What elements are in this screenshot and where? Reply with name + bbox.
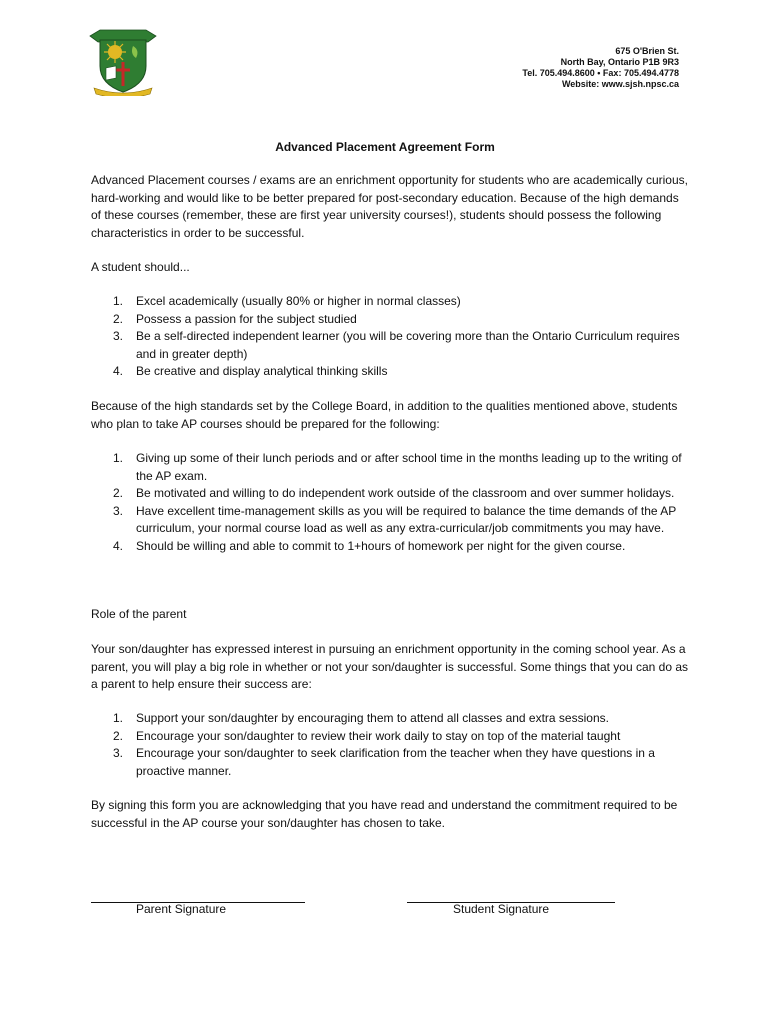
intro-section <box>91 172 691 242</box>
parent-signature-label: Parent Signature <box>136 902 227 916</box>
parent-list <box>91 710 691 780</box>
student-section <box>91 259 691 277</box>
form-title: Advanced Placement Agreement Form <box>275 140 495 154</box>
crest-book <box>106 66 116 80</box>
list-item: 1. Support your son/daughter by encouraging them to attend all classes and extra sessions. <box>113 711 609 725</box>
list-item: 1. Giving up some of their lunch periods and or after school time in the months leading up to the writing of the AP exam. <box>113 451 682 483</box>
address-phone-fax: Tel. 705.494.8600 • Fax: 705.494.4778 <box>522 68 679 78</box>
crest-ray <box>104 41 126 63</box>
parent-heading: Role of the parent <box>91 607 187 621</box>
list-item: 4. Should be willing and able to commit to 1+hours of homework per night for the given course. <box>113 538 626 553</box>
intro-paragraph: Advanced Placement courses / exams are an enrichment opportunity for students who are academically curious, hard-working and would like to be better prepared for post-secondary education. Because of the high demands of these courses (remember, these are first year university courses!), students should possess the following characteristics in order to be successful. <box>91 173 688 240</box>
list-item: 3. Be a self-directed independent learner (you will be covering more than the Ontario Curriculum requires and in greater depth) <box>113 329 680 361</box>
list-item: 4. Be creative and display analytical thinking skills <box>113 364 388 378</box>
parent-paragraph: Your son/daughter has expressed interest in pursuing an enrichment opportunity in the coming school year. As a parent, you will play a big role in whether or not your son/daughter is successful. Some things that you can do as a parent to help ensure their success are: <box>91 642 688 691</box>
student-signature-label: Student Signature <box>453 902 550 916</box>
school-crest-icon <box>88 28 158 96</box>
list-item: 2. Possess a passion for the subject studied <box>113 311 357 326</box>
standards-paragraph: Because of the high standards set by the College Board, in addition to the qualities mentioned above, students who plan to take AP courses should be prepared for the following: <box>91 399 678 431</box>
closing-section <box>91 797 691 832</box>
standards-section <box>91 398 691 433</box>
list-item: 3. Have excellent time-management skills as you will be required to balance the time demands of the AP curriculum, your normal course load as well as any extra-curricular/job commitments you may have. <box>113 503 677 535</box>
list-item: 1. Excel academically (usually 80% or higher in normal classes) <box>113 294 461 308</box>
parent-section <box>91 606 691 624</box>
parent-intro-section <box>91 641 691 694</box>
address-street: 675 O'Brien St. <box>615 46 679 56</box>
parent-list-section <box>91 710 691 780</box>
closing-paragraph: By signing this form you are acknowledging that you have read and understand the commitment required to be successful in the AP course your son/daughter has chosen to take. <box>91 798 678 830</box>
address-website: Website: www.sjsh.npsc.ca <box>561 79 679 89</box>
list-item: 2. Encourage your son/daughter to review their work daily to stay on top of the material taught <box>113 728 621 743</box>
school-address <box>522 46 679 90</box>
address-city: North Bay, Ontario P1B 9R3 <box>560 57 679 67</box>
standards-list-section <box>91 450 691 555</box>
list-item: 3. Encourage your son/daughter to seek clarification from the teacher when they have questions in a proactive manner. <box>113 746 655 778</box>
standards-list <box>91 450 691 555</box>
student-list <box>91 293 691 381</box>
list-item: 2. Be motivated and willing to do independent work outside of the classroom and over summer holidays. <box>113 486 675 500</box>
student-heading: A student should... <box>91 260 190 274</box>
student-list-section <box>91 293 691 381</box>
